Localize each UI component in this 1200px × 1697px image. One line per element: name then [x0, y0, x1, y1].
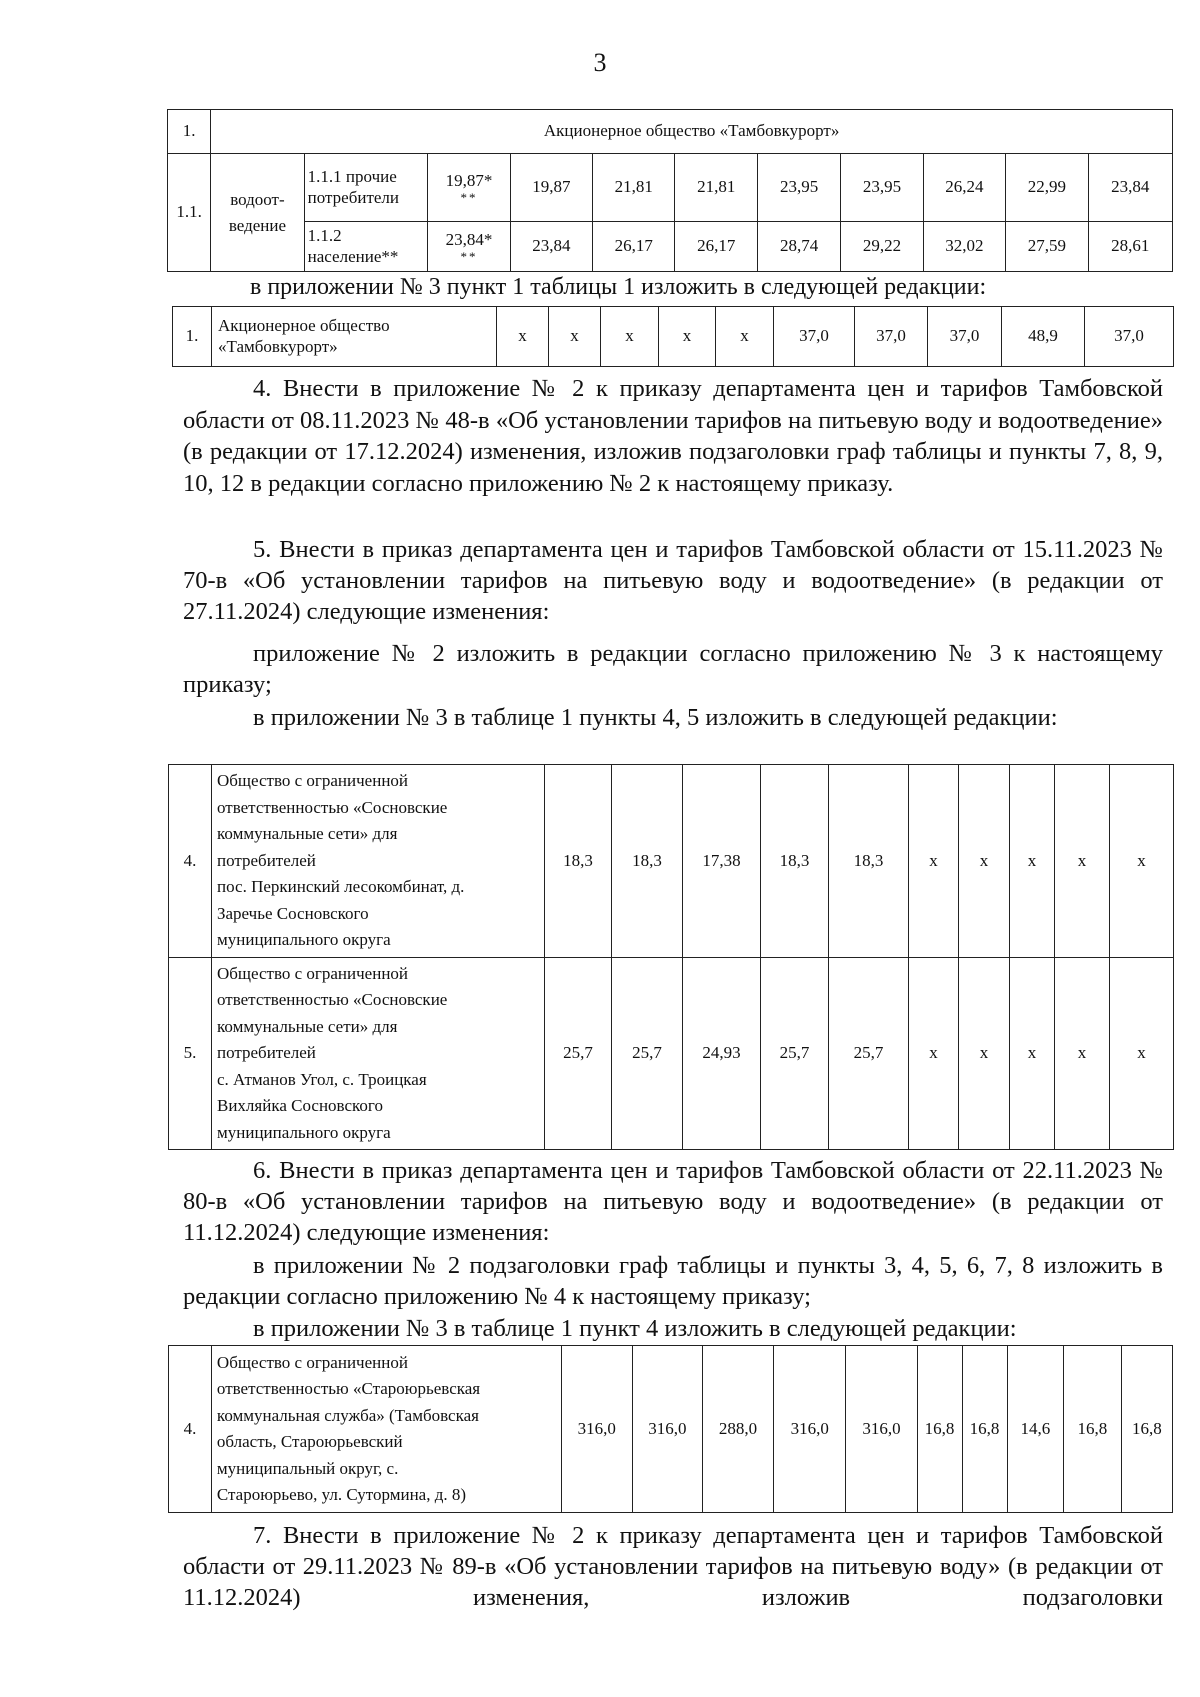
- table-cell: х: [601, 307, 659, 367]
- table-cell: 18,3: [761, 765, 829, 958]
- table-cell-company: Общество с ограниченной ответственностью «Староюрьевская коммунальная служба» (Тамбовская область, Староюрьевский муниципальный округ, с. Староюрьево, ул. Сутормина, д. 8): [211, 1346, 561, 1513]
- table-cell: 22,99: [1006, 154, 1088, 222]
- table-cell-num: 1.: [173, 307, 212, 367]
- table-cell: 19,87: [510, 154, 592, 222]
- table-cell: 316,0: [774, 1346, 846, 1513]
- table-cell: х: [659, 307, 716, 367]
- table-cell: 29,22: [841, 222, 923, 272]
- table-cell: 23,95: [757, 154, 840, 222]
- table-cell: 27,59: [1006, 222, 1088, 272]
- paragraph-5a: приложение № 2 изложить в редакции согласно приложению № 3 к настоящему приказу;: [183, 640, 1163, 698]
- table-cell-num: 1.: [168, 110, 211, 154]
- table-cell: 37,0: [928, 307, 1002, 367]
- table-cell: 16,8: [1121, 1346, 1172, 1513]
- paragraph-6a: в приложении № 2 подзаголовки граф таблицы и пункты 3, 4, 5, 6, 7, 8 изложить в редакции согласно приложению № 4 к настоящему приказу;: [183, 1252, 1163, 1310]
- table-cell: 316,0: [632, 1346, 702, 1513]
- table-cell: 24,93: [683, 958, 761, 1150]
- table-cell: 32,02: [923, 222, 1005, 272]
- table-cell: 16,8: [1064, 1346, 1122, 1513]
- table-cell: 37,0: [855, 307, 928, 367]
- table-cell: 26,17: [593, 222, 675, 272]
- table-cell-company: Общество с ограниченной ответственностью «Сосновские коммунальные сети» для потребителей пос. Перкинский лесокомбинат, д. Заречье Сосновского муниципального округа: [212, 765, 545, 958]
- page-number: 3: [593, 48, 607, 77]
- paragraph-6b: в приложении № 3 в таблице 1 пункт 4 изложить в следующей редакции:: [253, 1315, 1017, 1342]
- table-cell: 37,0: [1085, 307, 1174, 367]
- table-cell: х: [909, 765, 959, 958]
- table-cell-num: 4.: [169, 765, 212, 958]
- table-cell: х: [716, 307, 774, 367]
- paragraph-5: 5. Внести в приказ департамента цен и тарифов Тамбовской области от 15.11.2023 № 70-в «Об установлении тарифов на питьевую воду и водоотведение» (в редакции от 27.11.2024) следующие изменения:: [183, 536, 1163, 625]
- table-cell: 288,0: [702, 1346, 773, 1513]
- table-cell-first: 23,84* **: [428, 222, 510, 272]
- table-header-company: Акционерное общество «Тамбовкурорт»: [211, 110, 1173, 154]
- table-cell: х: [1010, 958, 1055, 1150]
- table-cell: х: [1110, 958, 1174, 1150]
- table-cell-service: водоот- ведение: [211, 154, 304, 272]
- table-sosnovskie-networks: [168, 764, 1174, 1150]
- paragraph-6: 6. Внести в приказ департамента цен и тарифов Тамбовской области от 22.11.2023 № 80-в «Об установлении тарифов на питьевую воду и водоотведение» (в редакции от 11.12.2024) следующие изменения:: [183, 1157, 1163, 1246]
- table-tambovkurort-tariffs: [167, 109, 1173, 272]
- table-cell: 26,24: [923, 154, 1005, 222]
- paragraph-appendix3-intro: в приложении № 3 пункт 1 таблицы 1 изложить в следующей редакции:: [250, 274, 987, 300]
- table-cell: х: [1110, 765, 1174, 958]
- table-cell: 25,7: [761, 958, 829, 1150]
- table-cell-num: 4.: [169, 1346, 212, 1513]
- table-cell: 316,0: [561, 1346, 632, 1513]
- paragraph-7: 7. Внести в приложение № 2 к приказу департамента цен и тарифов Тамбовской области от 29.11.2023 № 89-в «Об установлении тарифов на питьевую воду» (в редакции от 11.12.2024) изменения, изложив подзаголовки: [183, 1522, 1163, 1611]
- table-cell: 21,81: [675, 154, 757, 222]
- table-cell: 25,7: [612, 958, 683, 1150]
- table-cell: х: [549, 307, 601, 367]
- table-cell: 25,7: [829, 958, 909, 1150]
- table-cell-label: 1.1.2 население**: [304, 222, 428, 272]
- table-cell-num: 5.: [169, 958, 212, 1150]
- table-cell: 37,0: [774, 307, 855, 367]
- table-cell: 21,81: [593, 154, 675, 222]
- table-cell-first: 19,87* **: [428, 154, 510, 222]
- table-staroyurevskaya-service: [168, 1345, 1173, 1513]
- table-cell: 18,3: [829, 765, 909, 958]
- paragraph-5b: в приложении № 3 в таблице 1 пункты 4, 5 изложить в следующей редакции:: [253, 704, 1058, 731]
- table-cell: х: [909, 958, 959, 1150]
- table-cell: 17,38: [683, 765, 761, 958]
- table-cell: х: [1010, 765, 1055, 958]
- table-cell: 18,3: [545, 765, 612, 958]
- table-cell: 14,6: [1007, 1346, 1064, 1513]
- table-cell-company: Общество с ограниченной ответственностью «Сосновские коммунальные сети» для потребителей с. Атманов Угол, с. Троицкая Вихляйка Сосновского муниципального округа: [212, 958, 545, 1150]
- table-cell: х: [1055, 765, 1110, 958]
- table-cell-label: 1.1.1 прочие потребители: [304, 154, 428, 222]
- paragraph-4: 4. Внести в приложение № 2 к приказу департамента цен и тарифов Тамбовской области от 08.11.2023 № 48-в «Об установлении тарифов на питьевую воду и водоотведение» (в редакции от 17.12.2024) изменения, изложив подзаголовки граф таблицы и пункты 7, 8, 9, 10, 12 в редакции согласно приложению № 2 к настоящему приказу.: [183, 375, 1163, 497]
- table-cell: 18,3: [612, 765, 683, 958]
- table-cell: 23,84: [1088, 154, 1172, 222]
- table-cell: х: [497, 307, 549, 367]
- table-cell: 26,17: [675, 222, 757, 272]
- table-cell: 28,74: [757, 222, 840, 272]
- table-cell: 16,8: [917, 1346, 962, 1513]
- table-cell: 16,8: [962, 1346, 1007, 1513]
- table-cell: х: [959, 958, 1010, 1150]
- table-cell: 23,95: [841, 154, 923, 222]
- table-cell-company: Акционерное общество «Тамбовкурорт»: [212, 307, 497, 367]
- table-cell: 316,0: [846, 1346, 917, 1513]
- table-tambovkurort-appendix3: [172, 306, 1174, 367]
- table-cell: 23,84: [510, 222, 592, 272]
- table-cell: х: [959, 765, 1010, 958]
- table-cell-row-num: 1.1.: [168, 154, 211, 272]
- table-cell: 28,61: [1088, 222, 1172, 272]
- table-cell: 25,7: [545, 958, 612, 1150]
- table-cell: 48,9: [1002, 307, 1085, 367]
- table-cell: х: [1055, 958, 1110, 1150]
